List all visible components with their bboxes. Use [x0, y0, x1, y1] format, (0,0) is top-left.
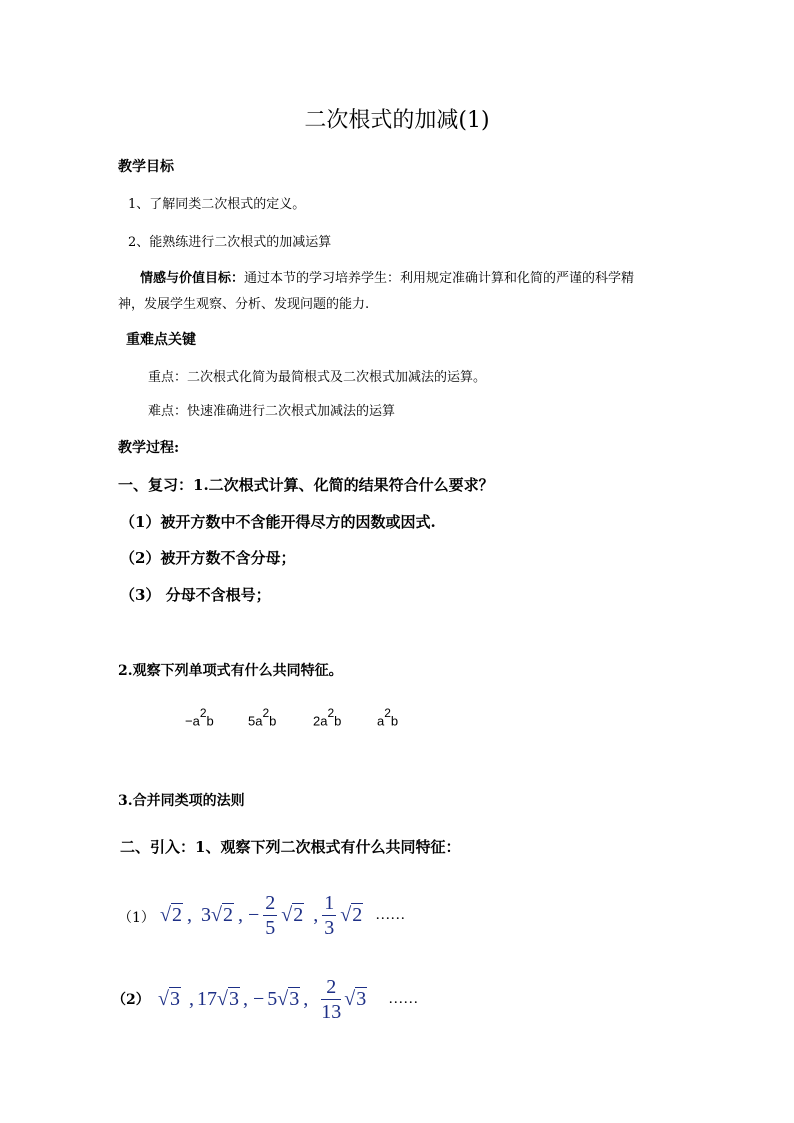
keypoints-heading: 重难点关键	[126, 332, 196, 348]
question-2: 2.观察下列单项式有什么共同特征。	[118, 663, 343, 679]
question-3: 3.合并同类项的法则	[118, 793, 245, 809]
row2-ellipsis: ……	[388, 990, 419, 1007]
monomial-1: $-a^2b$	[185, 706, 214, 729]
objective-item-1: 1、了解同类二次根式的定义。	[128, 197, 306, 212]
emotion-objective-line	[140, 267, 634, 286]
row2-label: （2）	[112, 992, 150, 1008]
key-point: 重点：二次根式化简为最简根式及二次根式加减法的运算。	[148, 370, 487, 385]
emotion-label: 情感与价值目标：	[140, 271, 245, 286]
row2-expressions: √3 , 17√3 , − 5√3 , $\frac{2}{13}$ √3 ……	[158, 975, 419, 1023]
page-title: 二次根式的加减(1)	[304, 108, 490, 133]
review-req-3: （3） 分母不含根号；	[120, 586, 271, 604]
monomial-4: $a^2b$	[377, 706, 399, 729]
emotion-text: 通过本节的学习培养学生：利用规定准确计算和化简的严谨的科学精	[244, 271, 635, 286]
row2-frac-4: $\frac{2}{13}$	[321, 975, 342, 1023]
review-req-2: （2）被开方数不含分母；	[120, 549, 296, 567]
objectives-heading: 教学目标	[118, 159, 174, 175]
row1-frac-4: $\frac{1}{3}$	[324, 891, 335, 939]
review-req-1: （1）被开方数中不含能开得尽方的因数或因式.	[120, 513, 436, 531]
row1-label: （1）	[118, 910, 155, 926]
row2-sqrt-1: √3	[158, 987, 180, 1010]
row1-frac-3: $\frac{2}{5}$	[265, 891, 276, 939]
row1-sqrt-1: √2	[160, 903, 182, 926]
review-line: 一、复习：1.二次根式计算、化简的结果符合什么要求？	[118, 476, 494, 494]
difficulty-point: 难点：快速准确进行二次根式加减法的运算	[148, 404, 396, 419]
emotion-objective-cont: 神，发展学生观察、分析、发现问题的能力.	[118, 297, 370, 312]
row2-term-2: 17√3	[196, 987, 239, 1010]
intro-line: 二、引入：1、观察下列二次根式有什么共同特征：	[120, 838, 461, 856]
process-heading: 教学过程:	[118, 440, 180, 456]
row1-ellipsis: ……	[375, 906, 406, 923]
monomial-3: $2a^2b$	[313, 706, 342, 729]
row1-term-2: 3√2	[200, 903, 233, 926]
row1-expressions: √2 , 3√2 , − $\frac{2}{5}$ √2 , $\frac{1}{3}$ √2 ……	[160, 891, 406, 939]
monomial-2: $5a^2b$	[248, 706, 277, 729]
objective-item-2: 2、能熟练进行二次根式的加减运算	[128, 235, 332, 250]
row2-term-3: 5√3	[267, 987, 300, 1010]
